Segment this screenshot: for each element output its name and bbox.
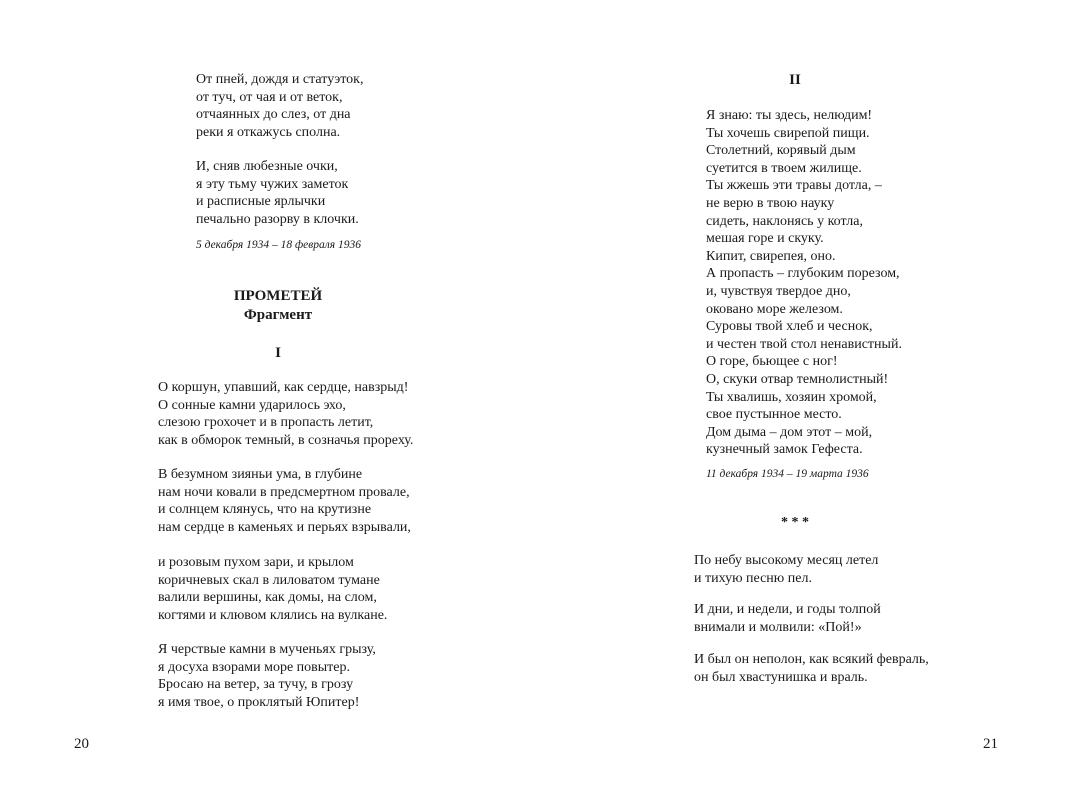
verse-line: Ты жжешь эти травы дотла, –: [706, 178, 882, 194]
verse-line: реки я откажусь сполна.: [196, 124, 341, 140]
verse-line: валили вершины, как домы, на слом,: [158, 590, 377, 606]
verse-line: нам ночи ковали в предсмертном провале,: [158, 484, 410, 500]
verse-line: Дом дыма – дом этот – мой,: [706, 424, 873, 440]
verse-line: слезою грохочет и в пропасть летит,: [158, 415, 374, 431]
stanza: [158, 554, 387, 624]
stanza: [158, 641, 376, 711]
poem-date: 5 декабря 1934 – 18 февраля 1936: [196, 239, 362, 251]
verse-line: и тихую песню пел.: [694, 570, 812, 586]
part-number: I: [275, 345, 281, 361]
poem-date: 11 декабря 1934 – 19 марта 1936: [706, 468, 869, 480]
part-number: II: [789, 72, 801, 88]
poem-subtitle: Фрагмент: [243, 307, 313, 323]
stanza: [694, 601, 881, 636]
verse-line: кузнечный замок Гефеста.: [706, 442, 863, 458]
verse-line: А пропасть – глубоким порезом,: [706, 266, 900, 282]
stanza: [706, 107, 902, 459]
verse-line: печально разорву в клочки.: [196, 211, 359, 227]
verse-line: И был он неполон, как всякий февраль,: [694, 652, 929, 667]
verse-line: О, скуки отвар темнолистный!: [706, 371, 889, 387]
verse-line: и солнцем клянусь, что на крутизне: [158, 502, 372, 518]
verse-line: По небу высокому месяц летел: [694, 553, 879, 568]
verse-line: От пней, дождя и статуэток,: [196, 72, 364, 87]
verse-line: Ты хвалишь, хозяин хромой,: [706, 389, 877, 405]
verse-line: внимали и молвили: «Пой!»: [694, 619, 862, 635]
right-page: [537, 0, 1074, 800]
stanza: [694, 552, 878, 587]
verse-line: отчаянных до слез, от дна: [196, 107, 351, 123]
verse-line: от туч, от чая и от веток,: [196, 89, 343, 105]
verse-line: суетится в твоем жилище.: [706, 160, 862, 176]
verse-line: Кипит, свирепея, оно.: [706, 248, 836, 264]
stanza: [694, 651, 929, 686]
verse-line: коричневых скал в лиловатом тумане: [158, 572, 380, 588]
verse-line: и, чувствуя твердое дно,: [706, 283, 851, 299]
verse-line: я эту тьму чужих заметок: [196, 176, 349, 192]
page-number: 21: [983, 736, 998, 752]
verse-line: И, сняв любезные очки,: [196, 159, 338, 174]
verse-line: Столетний, корявый дым: [706, 143, 856, 159]
verse-line: нам сердце в каменьях и перьях взрывали,: [158, 519, 411, 535]
verse-line: О коршун, упавший, как сердце, навзрыд!: [158, 380, 409, 395]
verse-line: В безумном зияньи ума, в глубине: [158, 467, 363, 482]
stanza: [196, 158, 359, 228]
verse-line: и розовым пухом зари, и крылом: [158, 555, 354, 570]
poem-title: ПРОМЕТЕЙ: [233, 288, 323, 304]
verse-line: Суровы твой хлеб и чеснок,: [706, 319, 873, 335]
verse-line: Ты хочешь свирепой пищи.: [706, 125, 870, 141]
verse-line: Я знаю: ты здесь, нелюдим!: [706, 108, 873, 123]
page-number: 20: [74, 736, 89, 752]
verse-line: И дни, и недели, и годы толпой: [694, 602, 881, 617]
stanza: [158, 379, 413, 449]
verse-line: я имя твое, о проклятый Юпитер!: [158, 694, 360, 710]
verse-line: оковано море железом.: [706, 301, 843, 317]
verse-line: когтями и клювом клялись на вулкане.: [158, 607, 388, 623]
stanza: [196, 71, 363, 141]
verse-line: он был хвастунишка и враль.: [694, 669, 868, 685]
verse-line: и расписные ярлычки: [196, 194, 326, 210]
verse-line: О горе, бьющее с ног!: [706, 354, 838, 370]
verse-line: свое пустынное место.: [706, 407, 842, 423]
verse-line: мешая горе и скуку.: [706, 231, 824, 247]
verse-line: не верю в твою науку: [706, 195, 835, 211]
section-separator: * * *: [781, 515, 809, 530]
verse-line: я досуха взорами море повытер.: [158, 659, 351, 675]
verse-line: сидеть, наклонясь у котла,: [706, 213, 863, 229]
verse-line: как в обморок темный, в созначья прореху.: [158, 432, 414, 448]
verse-line: О сонные камни ударилось эхо,: [158, 397, 346, 413]
verse-line: и честен твой стол ненавистный.: [706, 336, 902, 352]
verse-line: Бросаю на ветер, за тучу, в грозу: [158, 677, 354, 693]
verse-line: Я черствые камни в мученьях грызу,: [158, 642, 376, 657]
stanza: [158, 466, 411, 536]
